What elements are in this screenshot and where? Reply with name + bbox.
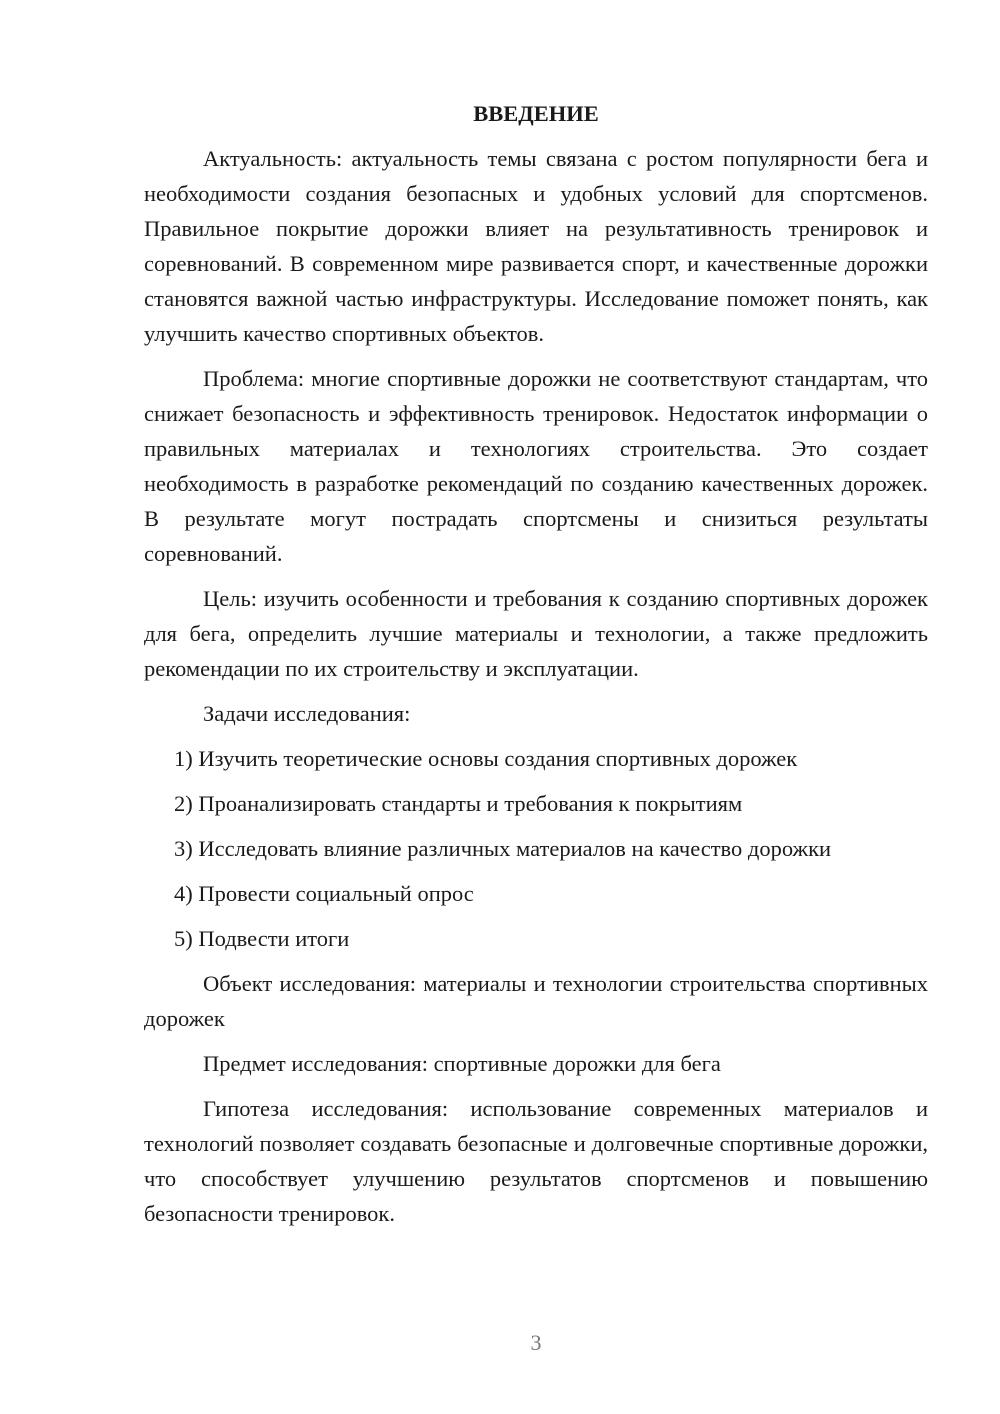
list-item: 2) Проанализировать стандарты и требования к покрытиям	[174, 791, 743, 816]
paragraph-problem: Проблема: многие спортивные дорожки не соответствуют стандартам, что снижает безопасность и эффективность тренировок. Недостаток информации о правильных материалах и технологиях строительства. Это создает необходимость в разработке рекомендаций по созданию качественных дорожек. В результате могут пострадать спортсмены и снизиться результаты соревнований.	[144, 366, 928, 566]
paragraph-goal: Цель: изучить особенности и требования к созданию спортивных дорожек для бега, определить лучшие материалы и технологии, а также предложить рекомендации по их строительству и эксплуатации.	[144, 586, 928, 681]
page-title: ВВЕДЕНИЕ	[473, 101, 599, 126]
list-item: 4) Провести социальный опрос	[174, 881, 474, 906]
paragraph-relevance: Актуальность: актуальность темы связана с ростом популярности бега и необходимости создания безопасных и удобных условий для спортсменов. Правильное покрытие дорожки влияет на результативность тренировок и соревнований. В современном мире развивается спорт, и качественные дорожки становятся важной частью инфраструктуры. Исследование поможет понять, как улучшить качество спортивных объектов.	[144, 146, 928, 346]
page-content	[144, 96, 928, 1241]
paragraph-subject: Предмет исследования: спортивные дорожки для бега	[203, 1051, 721, 1076]
paragraph-object: Объект исследования: материалы и технологии строительства спортивных дорожек	[144, 971, 928, 1031]
list-item: 5) Подвести итоги	[174, 926, 350, 951]
tasks-heading: Задачи исследования:	[203, 701, 411, 726]
tasks-list	[144, 741, 928, 956]
page-number: 3	[530, 1330, 542, 1355]
list-item: 3) Исследовать влияние различных материалов на качество дорожки	[174, 836, 832, 861]
paragraph-hypothesis: Гипотеза исследования: использование современных материалов и технологий позволяет создавать безопасные и долговечные спортивные дорожки, что способствует улучшению результатов спортсменов и повышению безопасности тренировок.	[144, 1096, 928, 1226]
list-item: 1) Изучить теоретические основы создания спортивных дорожек	[174, 746, 798, 771]
